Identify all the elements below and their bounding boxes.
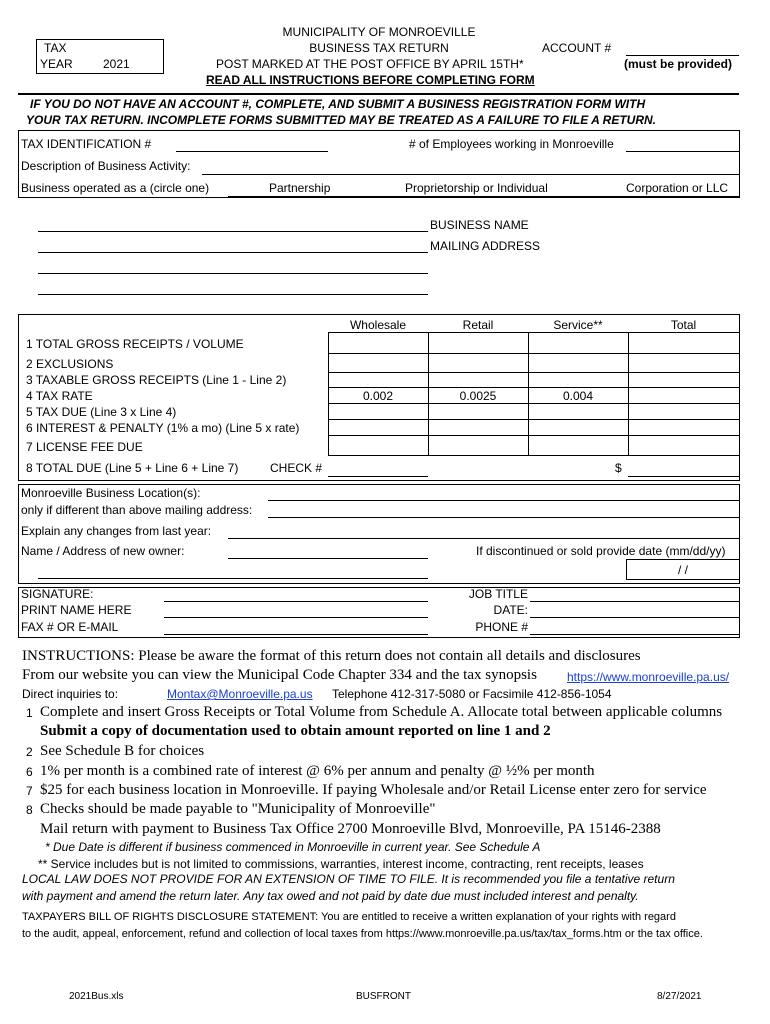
item-number: 2 — [26, 745, 33, 759]
footer-sheet: BUSFRONT — [356, 991, 411, 1002]
line-8-label: 8 TOTAL DUE (Line 5 + Line 6 + Line 7) — [26, 461, 239, 475]
fax-email-label: FAX # OR E-MAIL — [21, 620, 119, 634]
location-field-2[interactable] — [268, 517, 739, 518]
signature-label: SIGNATURE: — [21, 587, 94, 601]
warning-line-1: IF YOU DO NOT HAVE AN ACCOUNT #, COMPLETE, AND SUBMIT A BUSINESS REGISTRATION FORM WITH — [30, 97, 646, 111]
instruction-item: Complete and insert Gross Receipts or Total Volume from Schedule A. Allocate total between applicable columns — [40, 704, 723, 720]
line-5-label: 5 TAX DUE (Line 3 x Line 4) — [26, 405, 177, 419]
business-name-field[interactable] — [38, 231, 428, 232]
new-owner-field-2[interactable] — [38, 578, 428, 579]
form-title: BUSINESS TAX RETURN — [309, 41, 449, 55]
line-6-label: 6 INTEREST & PENALTY (1% a mo) (Line 5 x rate) — [26, 421, 300, 435]
instruction-item: 1% per month is a combined rate of interest @ 6% per annum and penalty @ ½% per month — [40, 763, 595, 779]
tax-id-field[interactable] — [176, 151, 328, 152]
fax-email-field[interactable] — [164, 634, 428, 635]
local-law-line-2: with payment and amend the return later. Any tax owed and not paid by date due must included interest and penalty. — [22, 889, 639, 903]
footer-file: 2021Bus.xls — [69, 991, 124, 1002]
must-be-provided: (must be provided) — [624, 57, 733, 71]
location-field-1[interactable] — [268, 500, 739, 501]
phone-fax-text: Telephone 412-317-5080 or Facsimile 412-856-1054 — [332, 687, 612, 701]
item-number: 7 — [26, 784, 33, 798]
operated-as-label: Business operated as a (circle one) — [21, 181, 210, 195]
discontinued-label: If discontinued or sold provide date (mm/dd/yy) — [476, 544, 726, 558]
dollar-sign: $ — [615, 461, 622, 475]
grid-hline — [328, 435, 739, 436]
website-link[interactable]: https://www.monroeville.pa.us/ — [567, 670, 730, 684]
operated-as-underline — [228, 196, 739, 197]
mailing-address-field-2[interactable] — [38, 273, 428, 274]
item-number: 6 — [26, 765, 33, 779]
check-label: CHECK # — [270, 461, 323, 475]
instruction-item: Mail return with payment to Business Tax Office 2700 Monroeville Blvd, Monroeville, PA 15146-2388 — [40, 821, 661, 837]
rate-wholesale: 0.002 — [362, 389, 394, 403]
total-due-field[interactable] — [628, 476, 739, 477]
col-header-wholesale: Wholesale — [349, 318, 407, 332]
col-header-service: Service** — [553, 318, 603, 332]
print-name-label: PRINT NAME HERE — [21, 603, 132, 617]
instructions-intro: INSTRUCTIONS: Please be aware the format of this return does not contain all details and disclosures — [22, 648, 641, 664]
phone-label: PHONE # — [475, 620, 528, 634]
grid-hline — [328, 372, 739, 373]
direct-inquiries-label: Direct inquiries to: — [22, 687, 119, 701]
tax-label: TAX — [44, 41, 67, 55]
location-label: Monroeville Business Location(s): — [21, 486, 201, 500]
employees-field[interactable] — [626, 151, 739, 152]
new-owner-label: Name / Address of new owner: — [21, 544, 185, 558]
line-2-label: 2 EXCLUSIONS — [26, 357, 114, 371]
mailing-address-label: MAILING ADDRESS — [430, 239, 541, 253]
service-note: ** Service includes but is not limited to commissions, warranties, interest income, contracting, rent receipts, leases — [38, 857, 644, 871]
option-proprietorship[interactable]: Proprietorship or Individual — [405, 181, 548, 195]
print-name-field[interactable] — [164, 617, 428, 618]
date-label: DATE: — [493, 603, 528, 617]
check-number-field[interactable] — [328, 476, 428, 477]
year-label: YEAR — [40, 57, 73, 71]
grid-hline — [328, 403, 739, 404]
website-line: From our website you can view the Municipal Code Chapter 334 and the tax synopsis — [22, 667, 537, 683]
grid-hline — [328, 455, 739, 456]
line-1-label: 1 TOTAL GROSS RECEIPTS / VOLUME — [26, 337, 244, 351]
local-law-line-1: LOCAL LAW DOES NOT PROVIDE FOR AN EXTENSION OF TIME TO FILE. It is recommended you file a tentative return — [22, 872, 675, 886]
signature-field[interactable] — [164, 601, 428, 602]
line-3-label: 3 TAXABLE GROSS RECEIPTS (Line 1 - Line 2) — [26, 373, 287, 387]
instruction-item: $25 for each business location in Monroeville. If paying Wholesale and/or Retail License enter zero for service — [40, 782, 707, 798]
job-title-label: JOB TITLE — [468, 587, 528, 601]
new-owner-field-1[interactable] — [228, 558, 428, 559]
mailing-address-field-3[interactable] — [38, 294, 428, 295]
employees-label: # of Employees working in Monroeville — [409, 137, 614, 151]
municipality-title: MUNICIPALITY OF MONROEVILLE — [282, 25, 476, 39]
account-label: ACCOUNT # — [542, 41, 612, 55]
postmark-note: POST MARKED AT THE POST OFFICE BY APRIL 15TH* — [216, 57, 524, 71]
description-label: Description of Business Activity: — [21, 159, 191, 173]
grid-hline — [328, 353, 739, 354]
changes-field[interactable] — [228, 538, 739, 539]
line-7-label: 7 LICENSE FEE DUE — [26, 440, 143, 454]
description-field[interactable] — [202, 174, 739, 175]
warning-top-rule — [18, 93, 739, 95]
col-header-total: Total — [670, 318, 697, 332]
instruction-item: Checks should be made payable to "Municipality of Monroeville" — [40, 801, 436, 817]
item-number: 1 — [26, 706, 33, 720]
date-field[interactable] — [530, 617, 739, 618]
email-link[interactable]: Montax@Monroeville.pa.us — [167, 687, 313, 701]
instruction-item: See Schedule B for choices — [40, 743, 205, 759]
job-title-field[interactable] — [530, 601, 739, 602]
grid-hline — [328, 387, 739, 388]
bill-of-rights-line-2: to the audit, appeal, enforcement, refund and collection of local taxes from https://www.monroeville.pa.us/tax/tax_forms.htm or the tax office. — [22, 928, 703, 940]
due-date-note: * Due Date is different if business commenced in Monroeville in current year. See Schedule A — [45, 840, 541, 854]
line-4-label: 4 TAX RATE — [26, 389, 93, 403]
changes-label: Explain any changes from last year: — [21, 524, 212, 538]
mailing-address-field-1[interactable] — [38, 252, 428, 253]
footer-date: 8/27/2021 — [657, 991, 702, 1002]
instruction-item: Submit a copy of documentation used to obtain amount reported on line 1 and 2 — [40, 723, 551, 739]
discontinued-date-field: / / — [677, 563, 688, 577]
warning-line-2: YOUR TAX RETURN. INCOMPLETE FORMS SUBMITTED MAY BE TREATED AS A FAILURE TO FILE A RETURN. — [26, 113, 657, 127]
tax-id-label: TAX IDENTIFICATION # — [21, 137, 152, 151]
grid-hline — [328, 419, 739, 420]
col-header-retail: Retail — [462, 318, 494, 332]
option-partnership[interactable]: Partnership — [269, 181, 331, 195]
rate-service: 0.004 — [562, 389, 594, 403]
rate-retail: 0.0025 — [459, 389, 497, 403]
if-different-label: only if different than above mailing address: — [21, 503, 253, 517]
item-number: 8 — [26, 803, 33, 817]
business-name-label: BUSINESS NAME — [430, 218, 529, 232]
phone-field[interactable] — [530, 634, 739, 635]
year-value: 2021 — [103, 57, 130, 71]
account-number-field[interactable] — [626, 55, 739, 56]
read-instructions: READ ALL INSTRUCTIONS BEFORE COMPLETING FORM — [206, 73, 535, 87]
grid-hline — [328, 332, 739, 333]
grid-vline — [628, 332, 629, 455]
option-corporation[interactable]: Corporation or LLC — [626, 181, 729, 195]
bill-of-rights-line-1: TAXPAYERS BILL OF RIGHTS DISCLOSURE STATEMENT: You are entitled to receive a written explanation of your rights with regard — [22, 911, 676, 923]
